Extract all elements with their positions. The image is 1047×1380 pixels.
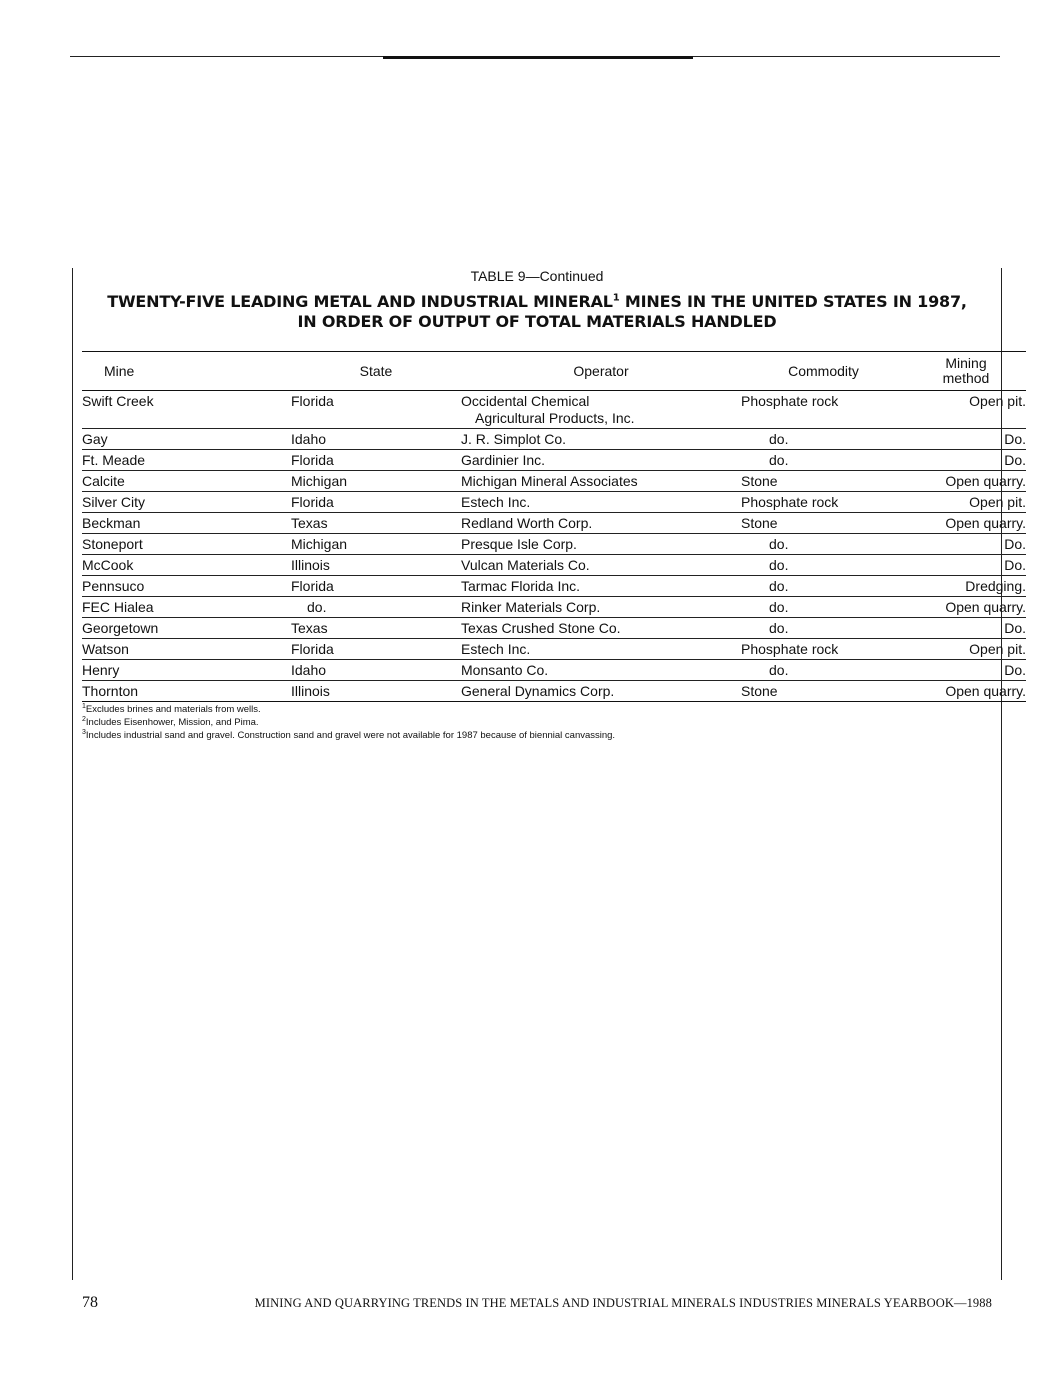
cell-mining-method: Open pit. xyxy=(906,391,1026,429)
cell-state: Texas xyxy=(279,513,461,534)
cell-state: Idaho xyxy=(279,429,461,450)
cell-mine: Swift Creek xyxy=(82,391,279,429)
cell-state: Illinois xyxy=(279,681,461,702)
cell-state: Illinois xyxy=(279,555,461,576)
cell-mining-method: Do. xyxy=(906,555,1026,576)
col-header-operator: Operator xyxy=(461,352,741,391)
table-row xyxy=(82,471,1026,492)
table-row xyxy=(82,534,1026,555)
title-line-2: IN ORDER OF OUTPUT OF TOTAL MATERIALS HANDLED xyxy=(297,312,777,331)
table-row xyxy=(82,492,1026,513)
cell-mine: Beckman xyxy=(82,513,279,534)
cell-mining-method: Do. xyxy=(906,660,1026,681)
cell-operator: Texas Crushed Stone Co. xyxy=(461,618,741,639)
cell-mining-method: Open quarry. xyxy=(906,513,1026,534)
table-row xyxy=(82,618,1026,639)
table-body xyxy=(82,391,1026,702)
table-label: TABLE 9—Continued xyxy=(470,268,604,284)
table-row xyxy=(82,391,1026,429)
col-header-commodity: Commodity xyxy=(741,352,906,391)
table-row xyxy=(82,639,1026,660)
cell-state: Texas xyxy=(279,618,461,639)
table-row xyxy=(82,660,1026,681)
table-row xyxy=(82,681,1026,702)
cell-state: Michigan xyxy=(279,534,461,555)
cell-mine: Stoneport xyxy=(82,534,279,555)
cell-mine: Calcite xyxy=(82,471,279,492)
cell-mining-method: Open pit. xyxy=(906,492,1026,513)
cell-commodity: do. xyxy=(741,597,906,618)
cell-state: Florida xyxy=(279,450,461,471)
cell-mining-method: Open quarry. xyxy=(906,597,1026,618)
cell-state: do. xyxy=(279,597,461,618)
cell-operator: Michigan Mineral Associates xyxy=(461,471,741,492)
cell-mining-method: Dredging. xyxy=(906,576,1026,597)
footnote: $^3$Includes industrial sand and gravel. Construction sand and gravel were not available for 1987 because of biennial canvassing. xyxy=(82,728,616,741)
cell-commodity: do. xyxy=(741,660,906,681)
cell-operator: Tarmac Florida Inc. xyxy=(461,576,741,597)
cell-mining-method: Do. xyxy=(906,429,1026,450)
cell-commodity: Stone xyxy=(741,681,906,702)
cell-operator: Redland Worth Corp. xyxy=(461,513,741,534)
table-title xyxy=(82,292,992,332)
cell-mining-method: Do. xyxy=(906,618,1026,639)
cell-state: Florida xyxy=(279,639,461,660)
col-header-state: State xyxy=(279,352,461,391)
footnote: $^2$Includes Eisenhower, Mission, and Pima. xyxy=(82,715,259,728)
cell-mine: Watson xyxy=(82,639,279,660)
col-header-mine: Mine xyxy=(82,352,279,391)
cell-mine: Henry xyxy=(82,660,279,681)
cell-commodity: Phosphate rock xyxy=(741,391,906,429)
cell-mine: Silver City xyxy=(82,492,279,513)
cell-state: Idaho xyxy=(279,660,461,681)
title-line-1: TWENTY-FIVE LEADING METAL AND INDUSTRIAL MINERAL$^1$ MINES IN THE UNITED STATES IN 1987, xyxy=(107,292,967,311)
cell-operator: Estech Inc. xyxy=(461,492,741,513)
cell-mine: Georgetown xyxy=(82,618,279,639)
cell-operator: Monsanto Co. xyxy=(461,660,741,681)
cell-commodity: do. xyxy=(741,576,906,597)
cell-mining-method: Open quarry. xyxy=(906,471,1026,492)
table-row xyxy=(82,429,1026,450)
cell-commodity: do. xyxy=(741,429,906,450)
cell-state: Florida xyxy=(279,576,461,597)
cell-commodity: do. xyxy=(741,618,906,639)
mines-table xyxy=(82,351,1026,702)
footnote: $^1$Excludes brines and materials from wells. xyxy=(82,702,261,715)
cell-mine: FEC Hialea xyxy=(82,597,279,618)
running-footer: MINING AND QUARRYING TRENDS IN THE METALS AND INDUSTRIAL MINERALS INDUSTRIES MINERALS YEARBOOK—1988 xyxy=(254,1296,992,1310)
cell-mining-method: Open quarry. xyxy=(906,681,1026,702)
cell-operator: Vulcan Materials Co. xyxy=(461,555,741,576)
title-footnote-mark: 1 xyxy=(612,292,620,304)
cell-operator: Occidental Chemical Agricultural Products, Inc. xyxy=(461,391,741,429)
cell-operator: J. R. Simplot Co. xyxy=(461,429,741,450)
cell-commodity: Stone xyxy=(741,513,906,534)
cell-state: Michigan xyxy=(279,471,461,492)
page-number: 78 xyxy=(82,1294,98,1311)
cell-mining-method: Do. xyxy=(906,450,1026,471)
cell-commodity: do. xyxy=(741,555,906,576)
cell-commodity: Phosphate rock xyxy=(741,639,906,660)
cell-commodity: Phosphate rock xyxy=(741,492,906,513)
cell-operator: General Dynamics Corp. xyxy=(461,681,741,702)
cell-commodity: do. xyxy=(741,534,906,555)
cell-mine: Thornton xyxy=(82,681,279,702)
cell-operator: Rinker Materials Corp. xyxy=(461,597,741,618)
table-row xyxy=(82,450,1026,471)
cell-state: Florida xyxy=(279,492,461,513)
cell-commodity: Stone xyxy=(741,471,906,492)
cell-mine: McCook xyxy=(82,555,279,576)
table-row xyxy=(82,576,1026,597)
cell-operator: Presque Isle Corp. xyxy=(461,534,741,555)
cell-operator: Gardinier Inc. xyxy=(461,450,741,471)
cell-mine: Gay xyxy=(82,429,279,450)
footnotes xyxy=(82,703,992,742)
cell-state: Florida xyxy=(279,391,461,429)
table-row xyxy=(82,597,1026,618)
col-header-mining-method: Mining method xyxy=(906,352,1026,391)
cell-mining-method: Do. xyxy=(906,534,1026,555)
left-margin-line xyxy=(72,268,73,1280)
cell-mine: Ft. Meade xyxy=(82,450,279,471)
cell-commodity: do. xyxy=(741,450,906,471)
table-row xyxy=(82,513,1026,534)
cell-mining-method: Open pit. xyxy=(906,639,1026,660)
cell-operator: Estech Inc. xyxy=(461,639,741,660)
table-header-row xyxy=(82,352,1026,391)
cell-mine: Pennsuco xyxy=(82,576,279,597)
table-row xyxy=(82,555,1026,576)
top-rule-bold xyxy=(383,56,693,59)
